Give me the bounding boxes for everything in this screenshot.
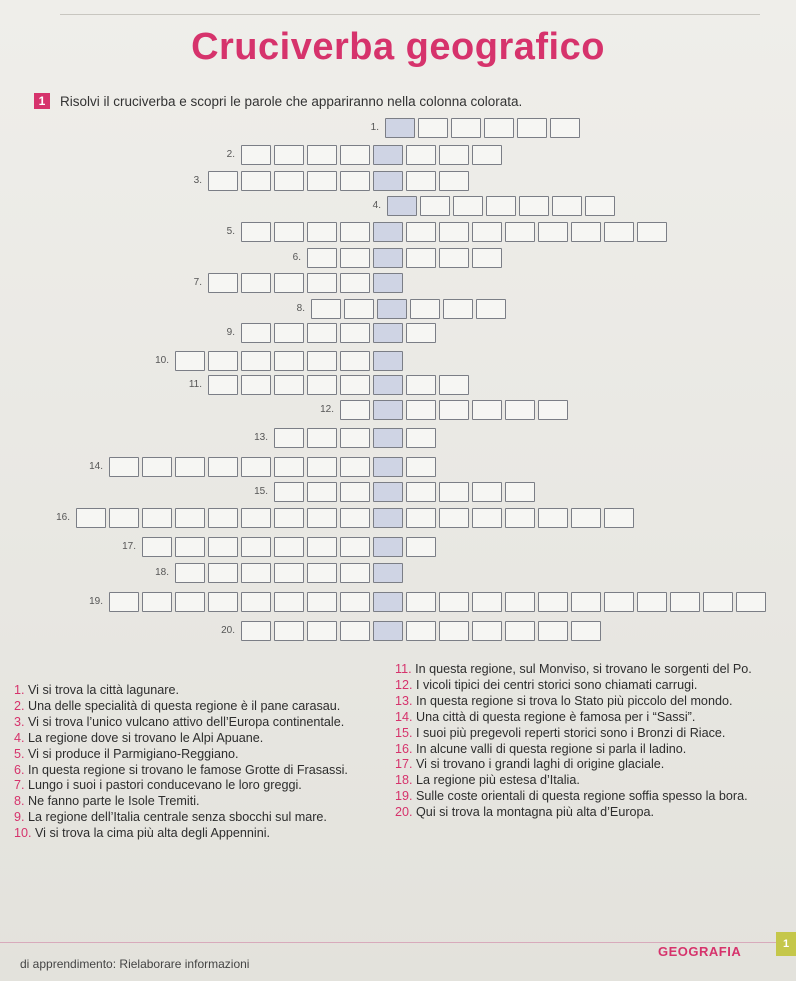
crossword-cell[interactable] [550, 118, 580, 138]
crossword-cell[interactable] [274, 171, 304, 191]
crossword-cell[interactable] [340, 400, 370, 420]
crossword-cell[interactable] [241, 351, 271, 371]
clue-15 [395, 726, 785, 741]
clue-11 [395, 662, 785, 677]
crossword-row-6 [307, 248, 505, 268]
crossword-cell[interactable] [274, 145, 304, 165]
crossword-cell[interactable] [472, 145, 502, 165]
crossword-cell-highlighted[interactable] [373, 592, 403, 612]
crossword-cell[interactable] [274, 375, 304, 395]
crossword-cell[interactable] [307, 273, 337, 293]
crossword-cell[interactable] [307, 171, 337, 191]
crossword-cell-highlighted[interactable] [373, 171, 403, 191]
clue-number: 10. [14, 826, 32, 841]
crossword-cell[interactable] [406, 537, 436, 557]
clue-20 [395, 805, 785, 820]
crossword-cell[interactable] [307, 592, 337, 612]
clue-number: 1. [14, 683, 25, 697]
crossword-cell[interactable] [406, 222, 436, 242]
clues-left-column [14, 683, 374, 842]
crossword-cell[interactable] [274, 351, 304, 371]
crossword-cell[interactable] [505, 508, 535, 528]
crossword-cell[interactable] [517, 118, 547, 138]
clue-text: Qui si trova la montagna più alta d’Europa. [412, 805, 655, 820]
crossword-cell[interactable] [340, 323, 370, 343]
crossword-cell[interactable] [406, 428, 436, 448]
clues-right-column [395, 662, 785, 821]
crossword-cell[interactable] [736, 592, 766, 612]
crossword-cell[interactable] [311, 299, 341, 319]
crossword-cell[interactable] [486, 196, 516, 216]
crossword-cell[interactable] [208, 563, 238, 583]
crossword-cell-highlighted[interactable] [373, 351, 403, 371]
crossword-cell[interactable] [439, 248, 469, 268]
crossword-cell[interactable] [406, 145, 436, 165]
clue-number: 3. [14, 714, 25, 729]
crossword-cell[interactable] [307, 428, 337, 448]
crossword-cell[interactable] [274, 482, 304, 502]
crossword-cell[interactable] [406, 375, 436, 395]
crossword-cell[interactable] [175, 508, 205, 528]
crossword-cell[interactable] [175, 592, 205, 612]
crossword-cell[interactable] [505, 400, 535, 420]
crossword-cell[interactable] [274, 621, 304, 641]
clue-6 [14, 763, 374, 778]
crossword-cell[interactable] [76, 508, 106, 528]
crossword-cell[interactable] [241, 222, 271, 242]
crossword-cell[interactable] [538, 621, 568, 641]
crossword-cell-highlighted[interactable] [377, 299, 407, 319]
crossword-cell[interactable] [274, 457, 304, 477]
crossword-cell[interactable] [439, 375, 469, 395]
crossword-cell[interactable] [585, 196, 615, 216]
crossword-cell[interactable] [307, 621, 337, 641]
crossword-row-1 [385, 118, 583, 138]
clue-1 [14, 683, 374, 698]
clue-text: Lungo i suoi i pastori conducevano le loro greggi. [24, 778, 302, 793]
crossword-cell[interactable] [451, 118, 481, 138]
crossword-cell[interactable] [552, 196, 582, 216]
clue-number: 20. [395, 805, 413, 820]
crossword-row-number: 16. [56, 512, 70, 523]
crossword-cell[interactable] [340, 592, 370, 612]
crossword-cell[interactable] [538, 222, 568, 242]
clue-4 [14, 731, 374, 746]
clue-5 [14, 747, 374, 762]
crossword-row-number: 9. [226, 327, 235, 338]
crossword-row-14 [109, 457, 439, 477]
crossword-cell[interactable] [439, 145, 469, 165]
clue-number: 2. [14, 698, 25, 713]
clue-text: Vi si trovano i grandi laghi di origine glaciale. [412, 757, 665, 772]
crossword-cell[interactable] [484, 118, 514, 138]
crossword-row-20 [241, 621, 604, 641]
crossword-row-number: 7. [193, 277, 202, 288]
crossword-row-number: 19. [89, 596, 103, 607]
page-number-tab: 1 [776, 932, 796, 956]
clue-number: 9. [14, 810, 25, 825]
crossword-cell[interactable] [307, 563, 337, 583]
crossword-cell[interactable] [472, 592, 502, 612]
crossword-cell[interactable] [307, 323, 337, 343]
crossword-cell[interactable] [604, 222, 634, 242]
crossword-cell[interactable] [241, 171, 271, 191]
clue-10 [14, 826, 374, 841]
crossword-cell[interactable] [241, 375, 271, 395]
crossword-cell[interactable] [109, 457, 139, 477]
crossword-cell[interactable] [307, 248, 337, 268]
crossword-cell[interactable] [406, 248, 436, 268]
crossword-row-number: 17. [122, 541, 136, 552]
clue-text: La regione dove si trovano le Alpi Apuane. [24, 730, 264, 745]
crossword-cell[interactable] [418, 118, 448, 138]
crossword-cell[interactable] [420, 196, 450, 216]
crossword-row-16 [76, 508, 637, 528]
crossword-cell[interactable] [571, 621, 601, 641]
crossword-row-3 [208, 171, 472, 191]
clue-number: 11. [395, 662, 412, 676]
crossword-row-15 [274, 482, 538, 502]
crossword-cell[interactable] [439, 400, 469, 420]
crossword-cell-highlighted[interactable] [373, 537, 403, 557]
clue-text: In questa regione si trovano le famose Grotte di Frasassi. [24, 762, 348, 777]
crossword-cell[interactable] [307, 482, 337, 502]
crossword-cell[interactable] [340, 351, 370, 371]
clue-number: 17. [395, 757, 413, 772]
clue-number: 8. [14, 794, 25, 809]
crossword-cell[interactable] [340, 145, 370, 165]
crossword-cell-highlighted[interactable] [373, 400, 403, 420]
clue-9 [14, 810, 374, 825]
crossword-cell-highlighted[interactable] [387, 196, 417, 216]
crossword-cell-highlighted[interactable] [373, 482, 403, 502]
clue-19 [395, 789, 785, 804]
crossword-cell[interactable] [241, 323, 271, 343]
clue-text: La regione dell’Italia centrale senza sbocchi sul mare. [24, 810, 327, 825]
clue-text: Una città di questa regione è famosa per i “Sassi”. [412, 709, 696, 724]
crossword-cell[interactable] [307, 145, 337, 165]
crossword-cell[interactable] [241, 508, 271, 528]
crossword-cell[interactable] [472, 400, 502, 420]
crossword-cell[interactable] [476, 299, 506, 319]
clue-number: 15. [395, 725, 413, 740]
crossword-row-number: 11. [188, 379, 202, 390]
crossword-cell[interactable] [472, 248, 502, 268]
crossword-cell[interactable] [472, 222, 502, 242]
crossword-cell[interactable] [406, 482, 436, 502]
crossword-cell[interactable] [703, 592, 733, 612]
crossword-cell-highlighted[interactable] [373, 323, 403, 343]
crossword-cell[interactable] [439, 621, 469, 641]
crossword-cell[interactable] [439, 482, 469, 502]
crossword-cell[interactable] [274, 563, 304, 583]
crossword-row-8 [311, 299, 509, 319]
crossword-cell[interactable] [208, 592, 238, 612]
crossword-cell[interactable] [538, 400, 568, 420]
crossword-cell[interactable] [439, 222, 469, 242]
crossword-row-number: 8. [296, 303, 305, 314]
crossword-cell[interactable] [241, 537, 271, 557]
crossword-cell[interactable] [472, 621, 502, 641]
crossword-cell[interactable] [274, 537, 304, 557]
crossword-cell[interactable] [142, 457, 172, 477]
clue-text: Vi si trova la città lagunare. [24, 683, 179, 697]
crossword-row-10 [175, 351, 406, 371]
crossword-cell[interactable] [637, 592, 667, 612]
crossword-cell[interactable] [307, 351, 337, 371]
crossword-row-number: 14. [89, 461, 103, 472]
crossword-cell[interactable] [208, 457, 238, 477]
exercise-number: 1 [34, 93, 50, 109]
crossword-cell[interactable] [538, 508, 568, 528]
crossword-row-5 [241, 222, 670, 242]
crossword-row-number: 2. [226, 149, 235, 160]
crossword-cell[interactable] [241, 145, 271, 165]
footer-divider [0, 942, 796, 943]
crossword-row-7 [208, 273, 406, 293]
crossword-cell[interactable] [340, 171, 370, 191]
crossword-cell[interactable] [604, 592, 634, 612]
crossword-cell[interactable] [472, 482, 502, 502]
crossword-cell[interactable] [109, 508, 139, 528]
crossword-cell[interactable] [344, 299, 374, 319]
clue-number: 12. [395, 677, 413, 692]
clue-text: Vi si produce il Parmigiano-Reggiano. [24, 746, 239, 761]
crossword-cell[interactable] [340, 621, 370, 641]
crossword-cell[interactable] [340, 508, 370, 528]
clue-text: Sulle coste orientali di questa regione soffia spesso la bora. [412, 789, 748, 804]
crossword-cell-highlighted[interactable] [373, 508, 403, 528]
crossword-cell[interactable] [175, 351, 205, 371]
crossword-cell[interactable] [208, 375, 238, 395]
clue-18 [395, 773, 785, 788]
clue-text: I suoi più pregevoli reperti storici sono i Bronzi di Riace. [412, 725, 726, 740]
clue-text: La regione più estesa d’Italia. [412, 773, 580, 788]
crossword-cell[interactable] [241, 592, 271, 612]
crossword-cell[interactable] [571, 592, 601, 612]
crossword-row-19 [109, 592, 769, 612]
crossword-cell[interactable] [406, 508, 436, 528]
crossword-cell[interactable] [274, 592, 304, 612]
crossword-cell[interactable] [274, 428, 304, 448]
crossword-cell[interactable] [175, 457, 205, 477]
crossword-cell[interactable] [307, 222, 337, 242]
crossword-row-number: 1. [370, 122, 379, 133]
crossword-row-number: 3. [193, 175, 202, 186]
clue-text: In questa regione, sul Monviso, si trovano le sorgenti del Po. [411, 662, 752, 676]
clue-number: 14. [395, 709, 413, 724]
crossword-cell[interactable] [406, 592, 436, 612]
clue-number: 18. [395, 773, 413, 788]
crossword-cell[interactable] [142, 592, 172, 612]
crossword-cell[interactable] [571, 508, 601, 528]
crossword-cell[interactable] [505, 482, 535, 502]
crossword-cell[interactable] [175, 563, 205, 583]
crossword-cell[interactable] [241, 273, 271, 293]
clue-number: 4. [14, 730, 25, 745]
clue-text: Vi si trova la cima più alta degli Appennini. [31, 826, 271, 841]
crossword-row-number: 13. [254, 432, 268, 443]
clue-17 [395, 757, 785, 772]
clue-number: 5. [14, 746, 25, 761]
crossword-row-2 [241, 145, 505, 165]
crossword-row-number: 10. [155, 355, 169, 366]
crossword-cell-highlighted[interactable] [373, 563, 403, 583]
crossword-row-17 [142, 537, 439, 557]
crossword-cell[interactable] [670, 592, 700, 612]
clue-number: 19. [395, 789, 413, 804]
crossword-cell[interactable] [340, 222, 370, 242]
crossword-cell[interactable] [439, 508, 469, 528]
crossword-cell[interactable] [406, 621, 436, 641]
crossword-row-11 [208, 375, 472, 395]
crossword-cell-highlighted[interactable] [373, 457, 403, 477]
clue-text: In alcune valli di questa regione si parla il ladino. [412, 741, 687, 756]
crossword-cell[interactable] [241, 563, 271, 583]
crossword-cell[interactable] [274, 323, 304, 343]
crossword-cell-highlighted[interactable] [373, 145, 403, 165]
crossword-cell[interactable] [571, 222, 601, 242]
crossword-cell-highlighted[interactable] [373, 248, 403, 268]
crossword-cell[interactable] [604, 508, 634, 528]
crossword-row-4 [387, 196, 618, 216]
crossword-cell[interactable] [505, 621, 535, 641]
crossword-row-18 [175, 563, 406, 583]
crossword-cell[interactable] [406, 457, 436, 477]
clue-text: In questa regione si trova lo Stato più piccolo del mondo. [412, 693, 733, 708]
crossword-cell[interactable] [208, 508, 238, 528]
clue-7 [14, 778, 374, 793]
page-title: Cruciverba geografico [191, 26, 605, 68]
crossword-cell[interactable] [307, 457, 337, 477]
crossword-cell[interactable] [208, 171, 238, 191]
clue-number: 6. [14, 762, 25, 777]
crossword-cell[interactable] [439, 592, 469, 612]
clue-3 [14, 715, 374, 730]
crossword-cell[interactable] [340, 273, 370, 293]
crossword-cell[interactable] [340, 375, 370, 395]
crossword-cell[interactable] [340, 537, 370, 557]
crossword-row-number: 5. [226, 226, 235, 237]
crossword-cell[interactable] [410, 299, 440, 319]
crossword-cell[interactable] [175, 537, 205, 557]
crossword-row-number: 20. [221, 625, 235, 636]
exercise-instruction: Risolvi il cruciverba e scopri le parole che appariranno nella colonna colorata. [60, 93, 523, 109]
crossword-cell[interactable] [274, 273, 304, 293]
crossword-cell[interactable] [340, 482, 370, 502]
clue-8 [14, 794, 374, 809]
crossword-cell[interactable] [505, 222, 535, 242]
crossword-cell[interactable] [340, 248, 370, 268]
crossword-cell[interactable] [307, 375, 337, 395]
crossword-cell[interactable] [340, 428, 370, 448]
crossword-row-number: 4. [372, 200, 381, 211]
crossword-cell-highlighted[interactable] [373, 621, 403, 641]
clue-number: 13. [395, 693, 413, 708]
clue-text: Ne fanno parte le Isole Tremiti. [24, 794, 200, 809]
crossword-row-13 [274, 428, 439, 448]
crossword-cell[interactable] [208, 351, 238, 371]
crossword-cell[interactable] [443, 299, 473, 319]
footer-objective: di apprendimento: Rielaborare informazioni [20, 957, 250, 971]
crossword-cell-highlighted[interactable] [373, 428, 403, 448]
crossword-cell[interactable] [142, 537, 172, 557]
crossword-cell[interactable] [307, 537, 337, 557]
crossword-cell[interactable] [307, 508, 337, 528]
crossword-cell[interactable] [439, 171, 469, 191]
crossword-cell[interactable] [538, 592, 568, 612]
clue-text: I vicoli tipici dei centri storici sono chiamati carrugi. [412, 677, 698, 692]
crossword-cell[interactable] [340, 563, 370, 583]
crossword-cell[interactable] [406, 171, 436, 191]
crossword-row-9 [241, 323, 439, 343]
clue-14 [395, 710, 785, 725]
crossword-cell-highlighted[interactable] [373, 222, 403, 242]
crossword-cell[interactable] [274, 222, 304, 242]
crossword-cell[interactable] [208, 537, 238, 557]
clue-number: 16. [395, 741, 413, 756]
crossword-cell[interactable] [208, 273, 238, 293]
crossword-cell[interactable] [406, 400, 436, 420]
crossword-cell[interactable] [109, 592, 139, 612]
crossword-row-number: 15. [254, 486, 268, 497]
clue-number: 7. [14, 778, 25, 793]
clue-16 [395, 742, 785, 757]
crossword-cell[interactable] [406, 323, 436, 343]
clue-2 [14, 699, 374, 714]
crossword-cell-highlighted[interactable] [385, 118, 415, 138]
crossword-cell[interactable] [472, 508, 502, 528]
crossword-cell[interactable] [453, 196, 483, 216]
crossword-row-number: 6. [292, 252, 301, 263]
crossword-cell[interactable] [241, 457, 271, 477]
crossword-cell-highlighted[interactable] [373, 375, 403, 395]
crossword-cell[interactable] [274, 508, 304, 528]
crossword-cell[interactable] [519, 196, 549, 216]
clue-text: Una delle specialità di questa regione è il pane carasau. [24, 698, 341, 713]
crossword-row-number: 18. [155, 567, 169, 578]
footer-subject: GEOGRAFIA [658, 944, 742, 959]
clue-13 [395, 694, 785, 709]
crossword-cell-highlighted[interactable] [373, 273, 403, 293]
crossword-cell[interactable] [505, 592, 535, 612]
crossword-cell[interactable] [340, 457, 370, 477]
crossword-cell[interactable] [637, 222, 667, 242]
clue-12 [395, 678, 785, 693]
crossword-row-number: 12. [320, 404, 334, 415]
clue-text: Vi si trova l’unico vulcano attivo dell’Europa continentale. [24, 714, 345, 729]
crossword-row-12 [340, 400, 571, 420]
crossword-cell[interactable] [241, 621, 271, 641]
crossword-cell[interactable] [142, 508, 172, 528]
